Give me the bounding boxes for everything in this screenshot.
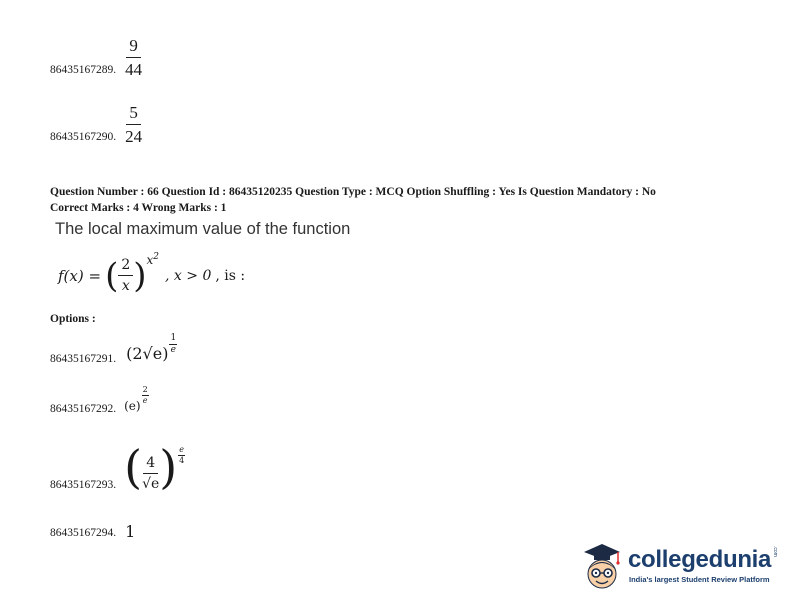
option-base: (e) — [124, 399, 141, 413]
paren-left: ( — [105, 255, 119, 296]
question-meta-line-1: Question Number : 66 Question Id : 86435120235 Question Type : MCQ Option Shuffling : Yes Is Question Mandatory : No — [50, 186, 656, 198]
fraction-numerator: 5 — [126, 104, 141, 125]
question-formula — [58, 252, 246, 296]
option-row — [50, 386, 149, 413]
brand-tagline: India's largest Student Review Platform — [629, 575, 770, 584]
option-fraction — [125, 104, 142, 145]
question-meta — [50, 184, 770, 216]
brand-suffix: .com — [772, 546, 778, 557]
options-label: Options : — [50, 313, 96, 325]
option-id: 86435167291. — [50, 353, 117, 365]
option-row — [50, 440, 185, 494]
option-expression — [124, 386, 149, 413]
fraction-numerator: 4 — [143, 456, 158, 474]
formula-lhs: f(x) = — [58, 266, 102, 285]
option-id: 86435167293. — [50, 479, 117, 491]
option-expression — [124, 440, 185, 494]
formula-tail: , is : — [215, 267, 246, 284]
brand-logo — [576, 540, 786, 600]
option-exponent: $\frac{1}{e}$ — [170, 333, 177, 355]
option-expression — [126, 334, 177, 363]
fraction-denominator: x — [121, 278, 130, 294]
option-id: 86435167289. — [50, 64, 117, 76]
option-exponent: $\frac{2}{e}$ — [142, 385, 148, 405]
fraction-numerator: 2 — [118, 258, 133, 276]
option-exponent: $\frac{e}{4}$ — [179, 445, 185, 465]
option-id: 86435167292. — [50, 403, 117, 415]
option-id: 86435167290. — [50, 131, 117, 143]
option-base: (2√e) — [126, 344, 169, 363]
question-text: The local maximum value of the function — [55, 220, 351, 238]
option-row — [50, 522, 135, 541]
option-value: 1 — [125, 522, 136, 541]
paren-right: ) — [133, 255, 147, 296]
option-row — [50, 334, 177, 363]
fraction-numerator: 9 — [126, 37, 141, 58]
mascot-icon — [576, 540, 626, 596]
fraction-denominator: 24 — [125, 127, 143, 146]
fraction-denominator: √e — [142, 476, 160, 492]
option-fraction — [125, 37, 142, 78]
option-id: 86435167294. — [50, 527, 117, 539]
option-fraction — [142, 456, 159, 491]
formula-exponent: $x^2$ — [146, 252, 160, 267]
question-meta-line-2: Correct Marks : 4 Wrong Marks : 1 — [50, 202, 227, 214]
paren-left: ( — [124, 440, 143, 494]
fraction-denominator: 44 — [125, 60, 143, 79]
paren-right: ) — [159, 440, 178, 494]
formula-condition: , x > 0 — [165, 267, 212, 284]
option-row — [50, 104, 142, 145]
formula-fraction — [118, 258, 133, 293]
brand-name: collegedunia — [628, 546, 772, 573]
option-row — [50, 37, 142, 78]
